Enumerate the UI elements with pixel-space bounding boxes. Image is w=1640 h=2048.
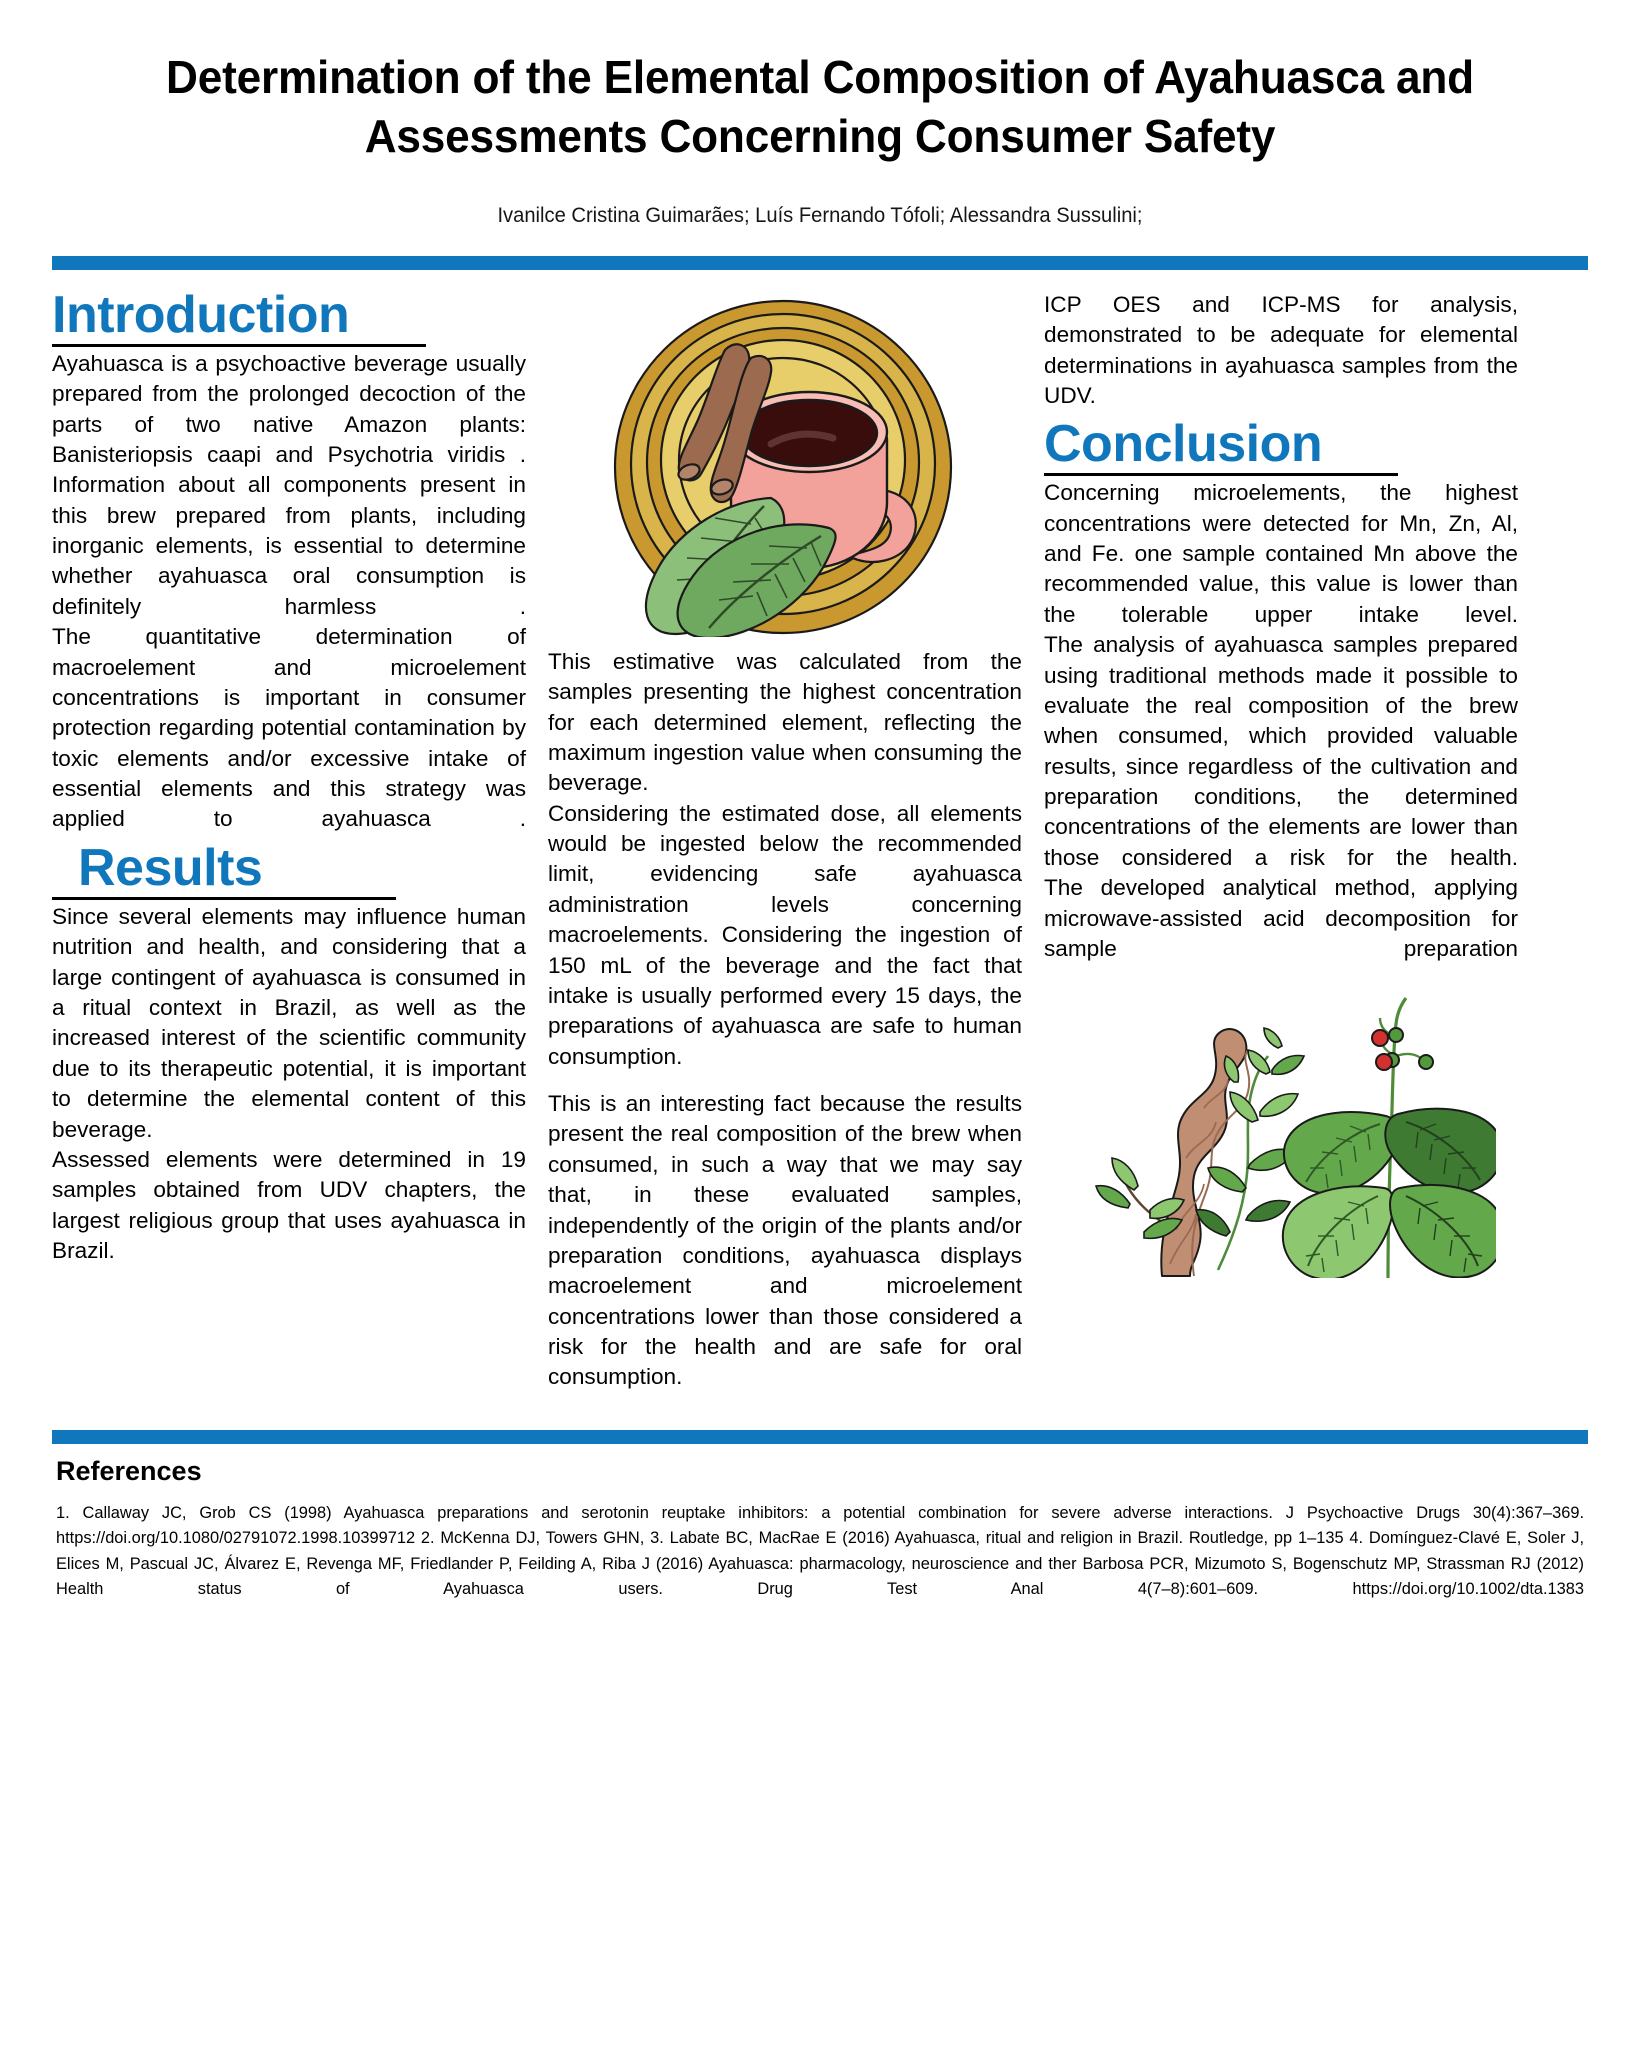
results-paragraph-1: Since several elements may influence human nutrition and health, and considering that a large contingent of ayahuasca is consumed in a ritual context in Brazil, as well as the increased interest of the scientific community due to its therapeutic potential, it is important to determine the elemental content of this beverage. xyxy=(52,903,526,1142)
section-heading-conclusion: Conclusion xyxy=(1044,415,1323,474)
right-intro-paragraph: ICP OES and ICP-MS for analysis, demonstrated to be adequate for elemental determinations in ayahuasca samples from the UDV. xyxy=(1044,291,1518,408)
introduction-paragraph-1: Ayahuasca is a psychoactive beverage usually prepared from the prolonged decoction of the parts of two native Amazon plants: Banisteriopsis caapi and Psychotria viridis . xyxy=(52,350,526,467)
introduction-paragraph-3: The quantitative determination of macroelement and microelement concentrations is important in consumer protection regarding potential contamination by toxic elements and/or excessive intake of essential elements and this strategy was applied to ayahuasca . xyxy=(52,624,526,832)
content-columns xyxy=(0,285,1640,1430)
column-right xyxy=(1044,288,1518,1430)
ayahuasca-cup-illustration xyxy=(575,292,995,637)
top-divider-bar xyxy=(52,256,1588,270)
results-paragraph-2: Assessed elements were determined in 19 samples obtained from UDV chapters, the largest religious group that uses ayahuasca in Brazil. xyxy=(52,1146,526,1264)
page-title: Determination of the Elemental Composition of Ayahuasca and Assessments Concerning Consumer Safety xyxy=(166,51,1474,162)
column-middle xyxy=(548,288,1022,1430)
introduction-paragraph-2: Information about all components present in this brew prepared from plants, including inorganic elements, is essential to determine whether ayahuasca oral consumption is definitely harmless . xyxy=(52,472,526,619)
conclusion-paragraph-2: The analysis of ayahuasca samples prepared using traditional methods made it possible to evaluate the real composition of the brew when consumed, which provided valuable results, since regardless of the cultivation and preparation conditions, the determined concentrations of the elements are lower than those considered a risk for the health. xyxy=(1044,632,1518,870)
middle-paragraph-2: Considering the estimated dose, all elements would be ingested below the recommended limit, evidencing safe ayahuasca administration levels concerning macroelements. Considering the ingestion of 150 mL of the beverage and the fact that intake is usually performed every 15 days, the preparations of ayahuasca are safe to human consumption. xyxy=(548,800,1022,1069)
references-text: 1. Callaway JC, Grob CS (1998) Ayahuasca preparations and serotonin reuptake inhibitors: a potential combination for severe adverse interactions. J Psychoactive Drugs 30(4):367–369. https://doi.org/10.1080/02791072.1998.10399712 2. McKenna DJ, Towers GHN, 3. Labate BC, MacRae E (2016) Ayahuasca, ritual and religion in Brazil. Routledge, pp 1–135 4. Domínguez-Clavé E, Soler J, Elices M, Pascual JC, Álvarez E, Revenga MF, Friedlander P, Feilding A, Riba J (2016) Ayahuasca: pharmacology, neuroscience and ther Barbosa PCR, Mizumoto S, Bogenschutz MP, Strassman RJ (2012) Health status of Ayahuasca users. Drug Test Anal 4(7–8):601–609. https://doi.org/10.1002/dta.1383 xyxy=(56,1503,1584,1599)
conclusion-paragraph-3: The developed analytical method, applying microwave-assisted acid decomposition for sample preparation xyxy=(1044,875,1518,961)
middle-paragraph-3: This is an interesting fact because the results present the real composition of the brew when consumed, in such a way that we may say that, in these evaluated samples, independently of the origin of the plants and/or preparation conditions, ayahuasca displays macroelement and microelement concentrations lower than those considered a risk for the health and are safe for oral consumption. xyxy=(548,1091,1022,1390)
references-heading: References xyxy=(56,1455,202,1486)
references-section xyxy=(0,1456,1640,1603)
column-left xyxy=(52,285,526,1430)
bottom-divider-bar xyxy=(52,1430,1588,1444)
heading-rule-introduction xyxy=(52,344,426,347)
heading-rule-conclusion xyxy=(1044,473,1398,476)
middle-paragraph-1: This estimative was calculated from the samples presenting the highest concentration for each determined element, reflecting the maximum ingestion value when consuming the beverage. xyxy=(548,648,1022,796)
section-heading-introduction: Introduction xyxy=(52,285,350,344)
section-heading-results: Results xyxy=(78,838,263,897)
author-list: Ivanilce Cristina Guimarães; Luís Fernando Tófoli; Alessandra Sussulini; xyxy=(497,203,1143,227)
heading-rule-results xyxy=(52,897,396,900)
conclusion-paragraph-1: Concerning microelements, the highest concentrations were detected for Mn, Zn, Al, and Fe. one sample contained Mn above the recommended value, this value is lower than the tolerable upper intake level. xyxy=(1044,480,1518,627)
ayahuasca-plants-illustration xyxy=(1066,978,1496,1278)
